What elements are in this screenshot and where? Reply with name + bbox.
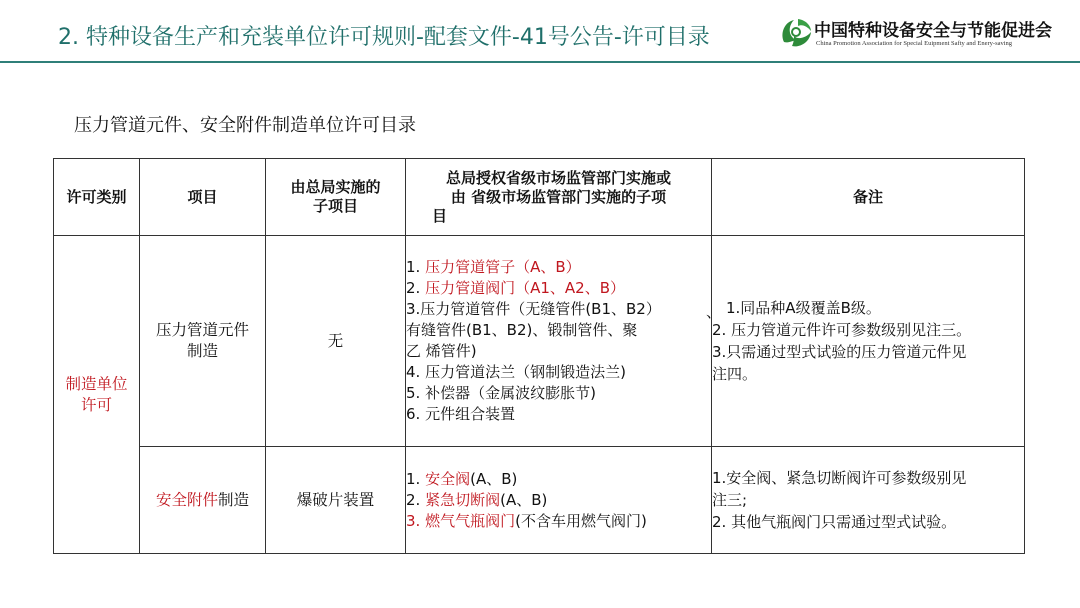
table-row: [54, 447, 1025, 554]
list-item: 2. 压力管道阀门（A1、A2、B）: [406, 279, 625, 297]
category-line1: 制造单位: [65, 374, 128, 393]
header-category: 许可类别: [54, 159, 140, 236]
sub-hq-cell: 无: [266, 236, 406, 447]
remark-line: 1.同品种A级覆盖B级。: [726, 299, 881, 317]
item-cell: [140, 236, 266, 447]
remark-line: 2. 压力管道元件许可参数级别见注三。: [712, 321, 972, 339]
remark-line: 注三;: [712, 491, 748, 509]
category-line2: 许可: [80, 395, 112, 414]
remark-line: 1.安全阀、紧急切断阀许可参数级别见: [712, 469, 967, 487]
header-divider: [0, 61, 1080, 63]
remarks-cell: [712, 447, 1025, 554]
association-logo: [778, 14, 1078, 56]
sub-provincial-list: [406, 447, 712, 554]
sub-hq-cell: 爆破片装置: [266, 447, 406, 554]
list-item: 有缝管件(B1、B2)、锻制管件、聚: [406, 321, 638, 339]
list-item: 5. 补偿器（金属波纹膨胀节): [406, 384, 596, 402]
sub-provincial-list: [406, 236, 722, 447]
header-sub-prov-line3: 目: [432, 206, 448, 225]
list-item: 2. 紧急切断阀(A、B): [406, 490, 548, 509]
remarks-cell: [712, 236, 1025, 447]
header-sub-prov-line1: 总局授权省级市场监管部门实施或: [445, 168, 671, 187]
list-item: 4. 压力管道法兰（钢制锻造法兰): [406, 363, 626, 381]
header-item: 项目: [140, 159, 266, 236]
logo-chinese-name: 中国特种设备安全与节能促进会: [814, 21, 1052, 41]
header-sub-hq: [266, 159, 406, 236]
header-sub-provincial: [406, 159, 712, 236]
page-title: 2. 特种设备生产和充装单位许可规则-配套文件-41号公告-许可目录: [58, 25, 710, 50]
item-line1: 压力管道元件: [155, 321, 249, 339]
section-subtitle: 压力管道元件、安全附件制造单位许可目录: [74, 115, 416, 136]
remark-line: 注四。: [712, 365, 758, 383]
header-sub-hq-line2: 子项目: [312, 197, 358, 215]
header-sub-prov-line2: 由 省级市场监管部门实施的子项: [450, 187, 667, 206]
item-cell: 安全附件制造: [140, 447, 266, 554]
header-remarks: 备注: [712, 159, 1025, 236]
remark-line: 3.只需通过型式试验的压力管道元件见: [712, 343, 967, 361]
list-item: 3. 燃气气瓶阀门(不含车用燃气阀门): [406, 511, 647, 530]
license-catalog-table: [53, 158, 1025, 554]
header-sub-hq-line1: 由总局实施的: [290, 178, 381, 196]
logo-english-name: China Promotion Association for Special Euipment Safty and Enery-saving: [816, 40, 1013, 47]
table-row: [54, 236, 1025, 447]
list-item: 乙 烯管件): [406, 342, 477, 360]
list-item: 1. 压力管道管子（A、B）: [406, 258, 581, 276]
item-line2: 制造: [186, 342, 218, 360]
category-cell: [54, 236, 140, 554]
list-item: 6. 元件组合装置: [406, 405, 516, 423]
list-item: 1. 安全阀(A、B): [406, 469, 518, 488]
list-item: 3.压力管道管件（无缝管件(B1、B2） 、: [406, 300, 722, 321]
association-logo-icon: [778, 16, 814, 50]
table-header-row: [54, 159, 1025, 236]
remark-line: 2. 其他气瓶阀门只需通过型式试验。: [712, 513, 957, 531]
